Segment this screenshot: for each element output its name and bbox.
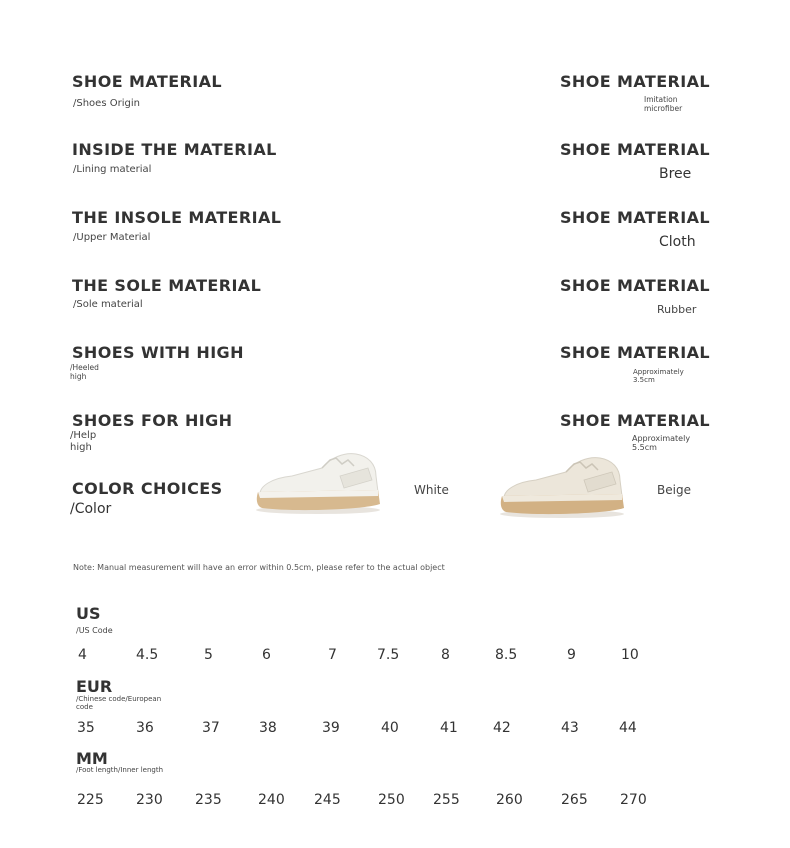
- spec-right-title-shaft-height: SHOE MATERIAL: [560, 411, 710, 430]
- size-us-value: 6: [262, 647, 271, 663]
- size-us-title: US: [76, 604, 101, 623]
- color-option-white-label: White: [414, 483, 449, 497]
- spec-title-shaft-height: SHOES FOR HIGH: [72, 411, 233, 430]
- size-eur-value: 44: [619, 720, 637, 736]
- spec-value-shoes-origin: Imitation microfiber: [644, 95, 683, 113]
- size-us-value: 7: [328, 647, 337, 663]
- size-us-value: 5: [204, 647, 213, 663]
- beige-sneaker-image: [496, 450, 630, 522]
- size-eur-value: 43: [561, 720, 579, 736]
- spec-value-lining: Bree: [659, 166, 692, 182]
- size-eur-value: 40: [381, 720, 399, 736]
- spec-right-title-lining: SHOE MATERIAL: [560, 140, 710, 159]
- size-eur-value: 35: [77, 720, 95, 736]
- size-mm-sub: /Foot length/Inner length: [76, 766, 164, 774]
- spec-title-sole: THE SOLE MATERIAL: [72, 276, 262, 295]
- color-choices-sub: /Color: [70, 501, 112, 517]
- size-eur-title: EUR: [76, 677, 113, 696]
- size-mm-value: 235: [195, 792, 222, 808]
- size-eur-value: 42: [493, 720, 511, 736]
- size-mm-value: 270: [620, 792, 647, 808]
- spec-sub-lining: /Lining material: [73, 164, 152, 175]
- size-us-value: 10: [621, 647, 639, 663]
- size-us-value: 8.5: [495, 647, 518, 663]
- size-mm-title: MM: [76, 749, 108, 768]
- size-us-value: 8: [441, 647, 450, 663]
- spec-right-title-shoes-origin: SHOE MATERIAL: [560, 72, 710, 91]
- size-mm-value: 260: [496, 792, 523, 808]
- size-eur-value: 36: [136, 720, 154, 736]
- size-mm-value: 245: [314, 792, 341, 808]
- spec-sub-shaft-height: /Help high: [70, 430, 97, 453]
- spec-value-heel-height: Approximately 3.5cm: [633, 368, 684, 384]
- size-eur-value: 39: [322, 720, 340, 736]
- size-us-value: 7.5: [377, 647, 400, 663]
- size-mm-value: 225: [77, 792, 104, 808]
- white-sneaker-image: [252, 446, 386, 518]
- size-mm-value: 250: [378, 792, 405, 808]
- spec-right-title-upper: SHOE MATERIAL: [560, 208, 710, 227]
- size-eur-value: 37: [202, 720, 220, 736]
- color-choices-title: COLOR CHOICES: [72, 479, 223, 498]
- spec-sub-heel-height: /Heeled high: [70, 363, 99, 381]
- size-us-value: 4.5: [136, 647, 159, 663]
- size-mm-value: 265: [561, 792, 588, 808]
- spec-title-upper: THE INSOLE MATERIAL: [72, 208, 282, 227]
- spec-value-sole: Rubber: [657, 303, 697, 316]
- size-us-sub: /US Code: [76, 626, 113, 635]
- spec-title-lining: INSIDE THE MATERIAL: [72, 140, 277, 159]
- spec-sub-upper: /Upper Material: [73, 232, 151, 243]
- measurement-note: Note: Manual measurement will have an error within 0.5cm, please refer to the actual object: [73, 563, 445, 572]
- size-us-value: 9: [567, 647, 576, 663]
- spec-sub-sole: /Sole material: [73, 299, 143, 310]
- spec-title-shoes-origin: SHOE MATERIAL: [72, 72, 222, 91]
- size-mm-value: 240: [258, 792, 285, 808]
- size-eur-value: 38: [259, 720, 277, 736]
- spec-right-title-sole: SHOE MATERIAL: [560, 276, 710, 295]
- size-mm-value: 255: [433, 792, 460, 808]
- spec-right-title-heel-height: SHOE MATERIAL: [560, 343, 710, 362]
- size-eur-sub: /Chinese code/European code: [76, 695, 162, 711]
- size-mm-value: 230: [136, 792, 163, 808]
- color-option-beige-label: Beige: [657, 483, 691, 497]
- spec-title-heel-height: SHOES WITH HIGH: [72, 343, 244, 362]
- spec-value-shaft-height: Approximately 5.5cm: [632, 434, 691, 452]
- spec-sub-shoes-origin: /Shoes Origin: [73, 98, 140, 109]
- spec-value-upper: Cloth: [659, 234, 696, 250]
- size-us-value: 4: [78, 647, 87, 663]
- size-eur-value: 41: [440, 720, 458, 736]
